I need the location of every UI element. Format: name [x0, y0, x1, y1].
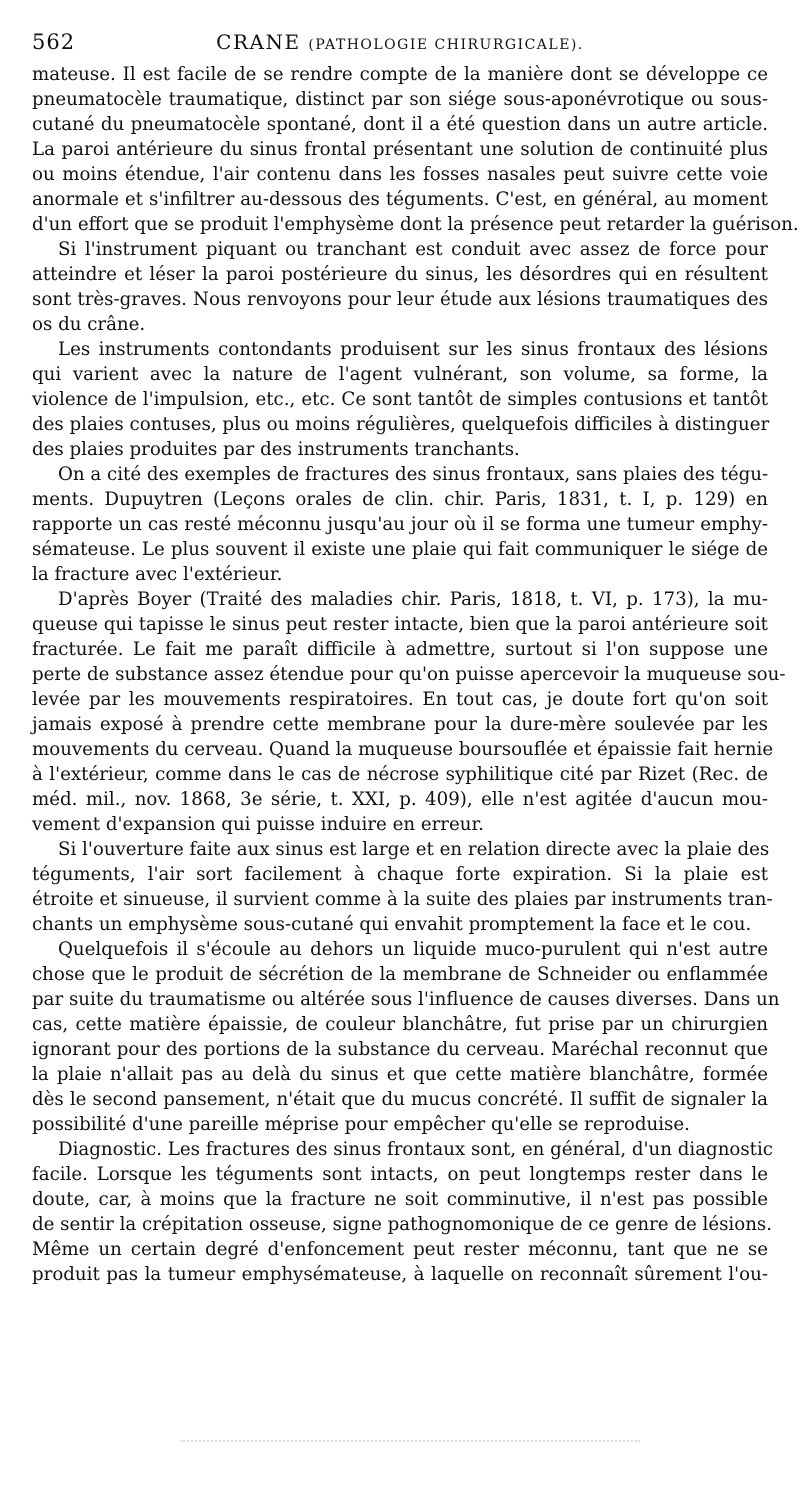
text-line: la fracture avec l'extérieur. [32, 564, 283, 585]
text-line: Même un certain degré d'enfoncement peut rester méconnu, tant que ne se [32, 1239, 768, 1260]
text-line: vement d'expansion qui puisse induire en erreur. [32, 814, 484, 835]
text-line: violence de l'impulsion, etc., etc. Ce sont tantôt de simples contusions et tantôt [32, 389, 768, 410]
text-line: sémateuse. Le plus souvent il existe une plaie qui fait communiquer le siége de [32, 539, 768, 560]
text-line: atteindre et léser la paroi postérieure du sinus, les désordres qui en résultent [32, 264, 768, 285]
text-line: étroite et sinueuse, il survient comme à la suite des plaies par instruments tran- [32, 889, 773, 910]
text-line: possibilité d'une pareille méprise pour empêcher qu'elle se reproduise. [32, 1114, 690, 1135]
running-title-main: CRANE [216, 30, 301, 54]
running-title-sub: (PATHOLOGIE CHIRURGICALE). [308, 37, 584, 53]
text-line: La paroi antérieure du sinus frontal présentant une solution de continuité plus [32, 139, 768, 160]
text-line: Si l'instrument piquant ou tranchant est conduit avec assez de force pour [58, 239, 768, 260]
text-line: levée par les mouvements respiratoires. En tout cas, je doute fort qu'on soit [32, 689, 768, 710]
text-line: jamais exposé à prendre cette membrane pour la dure-mère soulevée par les [32, 714, 768, 735]
text-line: sont très-graves. Nous renvoyons pour leur étude aux lésions traumatiques des [32, 289, 768, 310]
text-line: par suite du traumatisme ou altérée sous l'influence de causes diverses. Dans un [32, 989, 780, 1010]
text-line: dès le second pansement, n'était que du mucus concrété. Il suffit de signaler la [32, 1089, 768, 1110]
text-line: ou moins étendue, l'air contenu dans les fosses nasales peut suivre cette voie [32, 164, 768, 185]
running-head [32, 30, 768, 60]
text-line: téguments, l'air sort facilement à chaque forte expiration. Si la plaie est [32, 864, 768, 885]
text-line: produit pas la tumeur emphysémateuse, à laquelle on reconnaît sûrement l'ou- [32, 1264, 768, 1285]
running-title [32, 30, 768, 54]
text-line: doute, car, à moins que la fracture ne soit comminutive, il n'est pas possible [32, 1189, 768, 1210]
text-line: des plaies contuses, plus ou moins régulières, quelquefois difficiles à distinguer [32, 414, 770, 435]
text-line: os du crâne. [32, 314, 146, 335]
text-line: facile. Lorsque les téguments sont intacts, on peut longtemps rester dans le [32, 1164, 768, 1185]
text-line: la plaie n'allait pas au delà du sinus et que cette matière blanchâtre, formée [32, 1064, 768, 1085]
text-line: qui varient avec la nature de l'agent vulnérant, son volume, sa forme, la [32, 364, 768, 385]
text-line: mateuse. Il est facile de se rendre compte de la manière dont se développe ce [32, 64, 768, 85]
text-line: pneumatocèle traumatique, distinct par son siége sous-aponévrotique ou sous- [32, 89, 768, 110]
text-line: Diagnostic. Les fractures des sinus frontaux sont, en général, d'un diagnostic [58, 1139, 773, 1160]
text-line: ignorant pour des portions de la substance du cerveau. Maréchal reconnut que [32, 1039, 768, 1060]
text-line: chose que le produit de sécrétion de la membrane de Schneider ou enflammée [32, 964, 768, 985]
text-line: Si l'ouverture faite aux sinus est large et en relation directe avec la plaie des [58, 839, 770, 860]
text-line: fracturée. Le fait me paraît difficile à admettre, surtout si l'on suppose une [32, 639, 768, 660]
text-line: cas, cette matière épaissie, de couleur blanchâtre, fut prise par un chirurgien [32, 1014, 768, 1035]
page-number: 562 [32, 30, 76, 54]
text-line: cutané du pneumatocèle spontané, dont il a été question dans un autre article. [32, 114, 768, 135]
text-line: ments. Dupuytren (Leçons orales de clin. chir. Paris, 1831, t. I, p. 129) en [32, 489, 768, 510]
body-text [32, 62, 799, 1287]
text-line: queuse qui tapisse le sinus peut rester intacte, bien que la paroi antérieure soit [32, 614, 768, 635]
text-line: rapporte un cas resté méconnu jusqu'au jour où il se forma une tumeur emphy- [32, 514, 768, 535]
scan-artifact-dots [180, 1440, 640, 1446]
text-line: Les instruments contondants produisent sur les sinus frontaux des lésions [58, 339, 768, 360]
text-line: anormale et s'infiltrer au-dessous des téguments. C'est, en général, au moment [32, 189, 768, 210]
text-line: de sentir la crépitation osseuse, signe pathognomonique de ce genre de lésions. [32, 1214, 773, 1235]
text-line: perte de substance assez étendue pour qu'on puisse apercevoir la muqueuse sou- [32, 664, 786, 685]
text-line: Quelquefois il s'écoule au dehors un liquide muco-purulent qui n'est autre [58, 939, 768, 960]
text-line: méd. mil., nov. 1868, 3e série, t. XXI, p. 409), elle n'est agitée d'aucun mou- [32, 789, 768, 810]
text-line: d'un effort que se produit l'emphysème dont la présence peut retarder la guérison. [32, 214, 799, 235]
text-line: à l'extérieur, comme dans le cas de nécrose syphilitique cité par Rizet (Rec. de [32, 764, 768, 785]
text-line: On a cité des exemples de fractures des sinus frontaux, sans plaies des tégu- [58, 464, 769, 485]
text-line: D'après Boyer (Traité des maladies chir. Paris, 1818, t. VI, p. 173), la mu- [58, 589, 768, 610]
text-line: des plaies produites par des instruments tranchants. [32, 439, 520, 460]
text-line: mouvements du cerveau. Quand la muqueuse boursouflée et épaissie fait hernie [32, 739, 774, 760]
text-line: chants un emphysème sous-cutané qui envahit promptement la face et le cou. [32, 914, 752, 935]
